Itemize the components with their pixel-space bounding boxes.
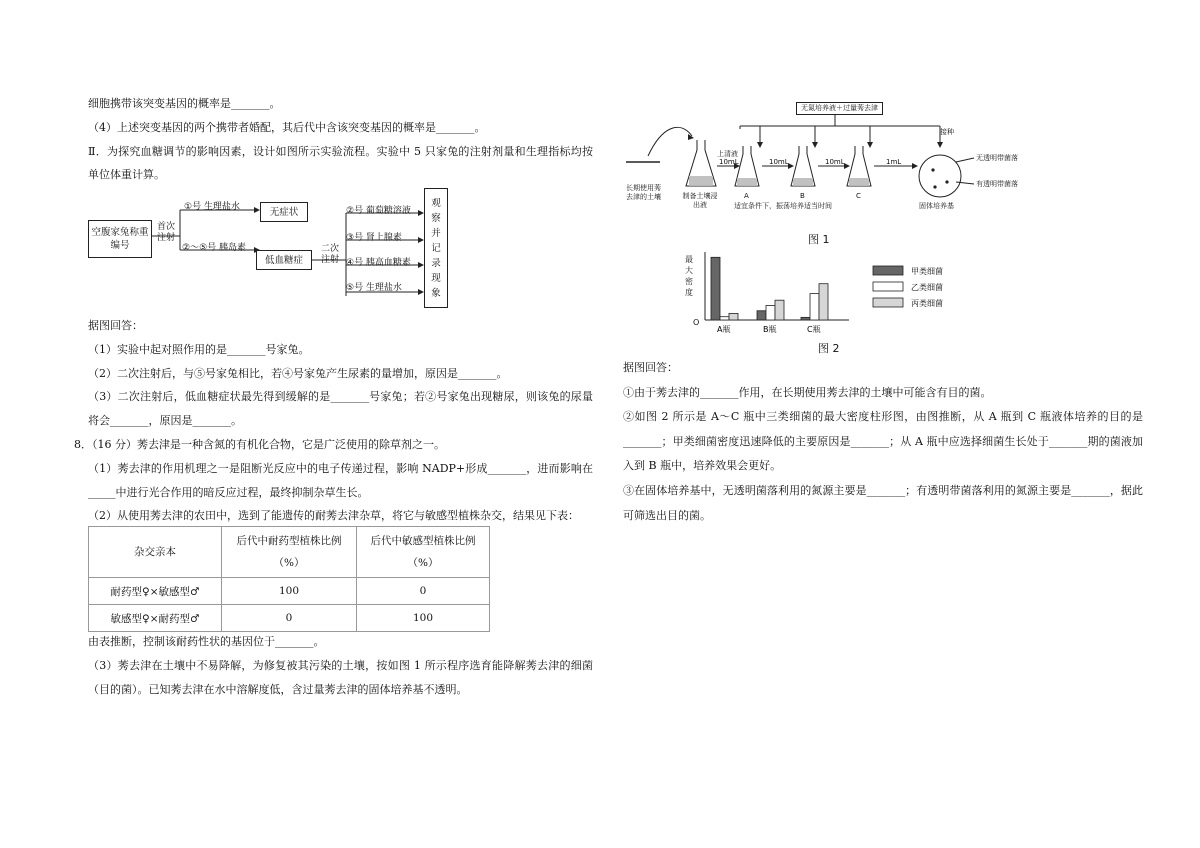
table-row [89,605,490,632]
supernatant-label: 上清液 [717,150,738,158]
legend-swatch [873,282,903,291]
paragraph-control: （1）实验中起对照作用的是_______号家兔。 [88,342,310,356]
bar-1-1 [711,257,720,320]
legend-label: 乙类细菌 [911,283,943,292]
table-cell: 0 [222,605,357,632]
halo-colony-label: 有透明带菌落 [976,180,1018,188]
medium-box: 无氮培养液＋过量莠去津 [796,102,883,115]
branch1-label: ①号 生理盐水 [184,202,240,212]
volume-4: 1mL [886,158,902,166]
figure-1-caption: 图 1 [808,233,830,246]
flask-a-label: A [744,192,749,200]
soil-label: 长期使用莠去津的土壤 [626,184,661,201]
second-item-1: ②号 葡萄糖溶液 [346,206,411,216]
bar-1-3 [729,313,738,320]
table-header-cell [357,527,490,578]
bar-3-3 [819,284,828,320]
figure-2-origin: O [693,318,700,327]
header-sensitive-ratio: 后代中敏感型植株比例 [370,535,476,547]
observe-record-box: 观察并记录现象 [424,188,448,308]
table-header-cell [222,527,357,578]
bar-3-2 [810,294,819,320]
table-row [89,578,490,605]
volume-1: 10mL [719,158,739,166]
bar-2-3 [775,300,784,320]
paragraph-figure2-analysis: ②如图 2 所示是 A～C 瓶中三类细菌的最大密度柱形图，由图推断，从 A 瓶到 C 瓶液体培养的目的是_______；甲类细菌密度迅速降低的主要原因是_______；从 A 瓶中应选择细菌生长处于_______期的菌液加入到 B 瓶中，培养效果会更好。 [623,410,1143,473]
left-column-bottom [88,630,593,701]
table-cell: 100 [357,605,490,632]
hypoglycemia-box: 低血糖症 [256,250,312,270]
paragraph-relief: （3）二次注射后，低血糖症状最先得到缓解的是_______号家兔；若②号家兔出现糖尿，则该兔的尿量将会_______，原因是_______。 [88,390,593,428]
figure-2-caption: 图 2 [818,342,840,355]
paragraph-selection: ①由于莠去津的_______作用，在长期使用莠去津的土壤中可能含有目的菌。 [623,385,992,399]
category-label: B瓶 [763,325,777,334]
volume-2: 10mL [769,158,789,166]
paragraph-answer-prompt-right: 据图回答： [623,361,678,374]
category-label: A瓶 [717,325,731,334]
paragraph-carrier-probability: 细胞携带该突变基因的概率是_______。 [88,97,281,110]
paragraph-mechanism: （1）莠去津的作用机理之一是阻断光反应中的电子传递过程，影响 NADP+形成_______，进而影响在_____中进行光合作用的暗反应过程，最终抑制杂草生长。 [88,461,593,499]
flask-b-label: B [800,192,805,200]
table-cell: 敏感型♀×耐药型♂ [89,605,222,632]
blood-sugar-flowchart [88,188,453,318]
header-sensitive-unit: （%） [407,557,439,569]
figure-1 [622,98,1042,248]
left-column-middle [74,314,593,528]
paragraph-q4: （4）上述突变基因的两个携带者婚配，其后代中含该突变基因的概率是_______。 [88,120,486,134]
bar-3-1 [801,317,810,320]
bar-2-2 [766,305,775,320]
header-resistant-ratio: 后代中耐药型植株比例 [236,535,342,547]
paragraph-urea: （2）二次注射后，与⑤号家兔相比，若④号家兔产生尿素的量增加，原因是_______。 [88,366,508,380]
legend-label: 丙类细菌 [911,299,943,308]
paragraph-soil-repair: （3）莠去津在土壤中不易降解，为修复被其污染的土壤，按如图 1 所示程序选育能降解莠去津的细菌（目的菌）。已知莠去津在水中溶解度低，含过量莠去津的固体培养基不透明。 [88,658,593,696]
figure-1-drawing [622,98,1042,248]
branch2-label: ②～⑤号 胰岛素 [182,243,246,253]
category-label: C瓶 [807,325,821,334]
question-8-heading: 8．（16 分）莠去津是一种含氮的有机化合物，它是广泛使用的除草剂之一。 [74,437,445,451]
bar-2-1 [757,311,766,320]
prep-label: 制备土壤浸出液 [682,192,718,209]
legend-swatch [873,298,903,307]
legend-swatch [873,266,903,275]
second-injection-label: 二次注射 [320,244,339,265]
header-resistant-unit: （%） [273,557,305,569]
inoculate-label: 接种 [940,128,954,136]
table-header-row [89,527,490,578]
no-symptom-box: 无症状 [260,202,308,222]
paragraph-answer-prompt: 据图回答： [88,319,143,332]
table-cell: 0 [357,578,490,605]
right-column [623,356,1143,528]
second-item-4: ⑤号 生理盐水 [346,283,402,293]
first-injection-label: 首次注射 [156,222,175,243]
plate-label: 固体培养基 [919,202,954,210]
volume-3: 10mL [825,158,845,166]
left-column-top [88,92,593,187]
table-cell: 100 [222,578,357,605]
paragraph-gene-location: 由表推断，控制该耐药性状的基因位于_______。 [88,635,325,648]
figure-2-ylabel: 最大密度 [685,255,693,297]
table-cell: 耐药型♀×敏感型♂ [89,578,222,605]
paragraph-hybrid: （2）从使用莠去津的农田中，选到了能遗传的耐莠去津杂草，将它与敏感型植株杂交，结果见下表： [88,509,579,523]
paragraph-nitrogen-source: ③在固体培养基中，无透明菌落利用的氮源主要是_______；有透明带菌落利用的氮源主要是_______，据此可筛选出目的菌。 [623,483,1143,522]
table-header-cell [89,527,222,578]
start-box: 空腹家兔称重编号 [88,220,152,258]
flask-c-label: C [856,192,861,200]
second-item-2: ③号 肾上腺素 [346,233,402,243]
shake-label: 适宜条件下，振荡培养适当时间 [734,202,832,210]
header-parents: 杂交亲本 [134,546,176,558]
clear-colony-label: 无透明带菌落 [976,154,1018,162]
second-item-3: ④号 胰高血糖素 [346,258,411,268]
bar-1-2 [720,317,729,320]
paragraph-part2-intro: Ⅱ．为探究血糖调节的影响因素，设计如图所示实验流程。实验中 5 只家兔的注射剂量和生理指标均按单位体重计算。 [88,144,593,182]
hybrid-table [88,526,490,632]
legend-label: 甲类细菌 [911,267,943,276]
